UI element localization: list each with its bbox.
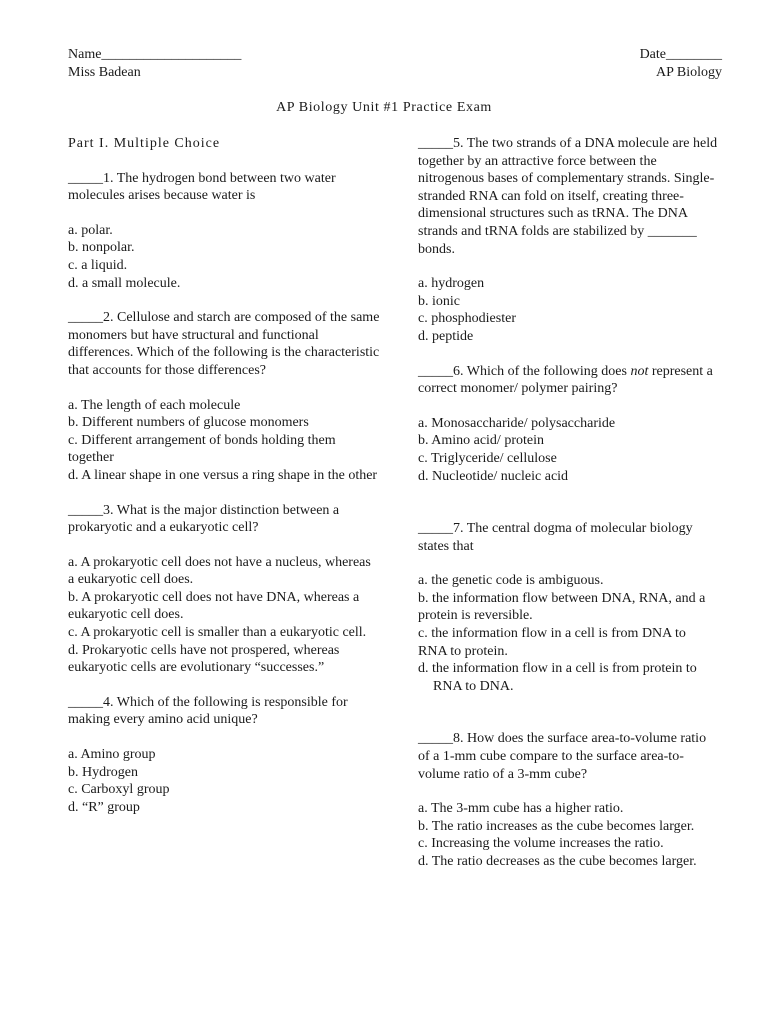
choice-d: d. Prokaryotic cells have not prospered, whereas eukaryotic cells are evolutionary “successes.” xyxy=(68,642,340,676)
question-text xyxy=(418,363,718,398)
choice-c: c. a liquid. xyxy=(68,257,128,273)
date-line: Date________ xyxy=(639,47,722,62)
choice-b: b. Amino acid/ protein xyxy=(418,433,544,449)
question-1 xyxy=(68,170,380,293)
question-8 xyxy=(418,730,718,870)
choice-b: b. A prokaryotic cell does not have DNA, whereas a eukaryotic cell does. xyxy=(68,589,360,623)
teacher-name: Miss Badean xyxy=(68,64,141,80)
choice-d: d. A linear shape in one versus a ring shape in the other xyxy=(68,467,378,483)
choice-b: b. The ratio increases as the cube becomes larger. xyxy=(418,818,695,834)
name-line: Name____________________ xyxy=(68,47,242,62)
choice-a: a. polar. xyxy=(68,222,113,238)
choice-list xyxy=(418,800,718,870)
choice-a: a. The 3-mm cube has a higher ratio. xyxy=(418,801,624,817)
choice-c: c. Triglyceride/ cellulose xyxy=(418,450,557,466)
choice-c: c. Different arrangement of bonds holding them together xyxy=(68,432,336,466)
exam-title: AP Biology Unit #1 Practice Exam xyxy=(276,100,492,115)
choice-b: b. ionic xyxy=(418,293,460,309)
choice-d: d. Nucleotide/ nucleic acid xyxy=(418,468,569,484)
choice-list xyxy=(68,222,380,292)
choice-b: b. nonpolar. xyxy=(68,240,135,256)
right-column xyxy=(418,135,718,871)
question-text-end: represent a correct monomer/ polymer pairing? xyxy=(418,363,713,397)
question-text: _____8. How does the surface area-to-volume ratio of a 1-mm cube compare to the surface area-to-volume ratio of a 3-mm cube? xyxy=(418,731,707,782)
question-3 xyxy=(68,502,380,677)
choice-a: a. Monosaccharide/ polysaccharide xyxy=(418,415,616,431)
choice-d: d. “R” group xyxy=(68,799,140,815)
choice-d: d. The ratio decreases as the cube becomes larger. xyxy=(418,854,697,869)
choice-a: a. hydrogen xyxy=(418,276,485,292)
choice-b: b. Hydrogen xyxy=(68,764,138,780)
choice-b: b. Different numbers of glucose monomers xyxy=(68,415,309,431)
choice-list xyxy=(68,746,380,816)
question-text: _____5. The two strands of a DNA molecule are held together by an attractive force between the nitrogenous bases of complementary strands. Single-stranded RNA can fold on itself, creating three-dimensional structures such as tRNA. The DNA strands and tRNA folds are stabilized by _______ bonds. xyxy=(418,136,718,257)
choice-d: d. peptide xyxy=(418,328,474,344)
choice-list xyxy=(68,554,380,677)
part-heading: Part I. Multiple Choice xyxy=(68,136,221,151)
question-text: _____1. The hydrogen bond between two water molecules arises because water is xyxy=(68,170,336,204)
choice-d: d. a small molecule. xyxy=(68,275,181,291)
choice-c: c. Increasing the volume increases the ratio. xyxy=(418,836,664,852)
question-5 xyxy=(418,135,718,346)
question-text: _____4. Which of the following is responsible for making every amino acid unique? xyxy=(68,694,348,728)
question-6 xyxy=(418,363,718,486)
question-text-emphasis: not xyxy=(630,363,649,379)
choice-list xyxy=(418,415,718,485)
left-column xyxy=(68,135,380,816)
choice-a: a. Amino group xyxy=(68,747,156,763)
choice-a: a. the genetic code is ambiguous. xyxy=(418,573,604,589)
question-text-start: _____6. Which of the following does xyxy=(418,363,631,379)
question-2 xyxy=(68,309,380,484)
question-text: _____3. What is the major distinction between a prokaryotic and a eukaryotic cell? xyxy=(68,502,340,536)
choice-b: b. the information flow between DNA, RNA, and a protein is reversible. xyxy=(418,590,706,624)
choice-d: d. the information flow in a cell is from protein to RNA to DNA. xyxy=(418,661,697,694)
header-left xyxy=(68,46,241,81)
question-text: _____7. The central dogma of molecular biology states that xyxy=(418,521,693,554)
choice-c: c. phosphodiester xyxy=(418,311,516,327)
course-name: AP Biology xyxy=(656,64,722,80)
choice-list xyxy=(418,572,718,695)
choice-a: a. A prokaryotic cell does not have a nucleus, whereas a eukaryotic cell does. xyxy=(68,554,371,588)
header-right xyxy=(640,46,722,81)
choice-list xyxy=(68,397,380,485)
question-4 xyxy=(68,694,380,817)
choice-c: c. A prokaryotic cell is smaller than a eukaryotic cell. xyxy=(68,625,367,641)
question-text: _____2. Cellulose and starch are composed of the same monomers but have structural and functional differences. Which of the following is the characteristic that accounts for those differences? xyxy=(68,310,380,378)
choice-list xyxy=(418,275,718,345)
choice-c: c. the information flow in a cell is from DNA to RNA to protein. xyxy=(418,626,686,659)
choice-c: c. Carboxyl group xyxy=(68,782,170,798)
choice-a: a. The length of each molecule xyxy=(68,397,241,413)
question-7 xyxy=(418,520,718,695)
